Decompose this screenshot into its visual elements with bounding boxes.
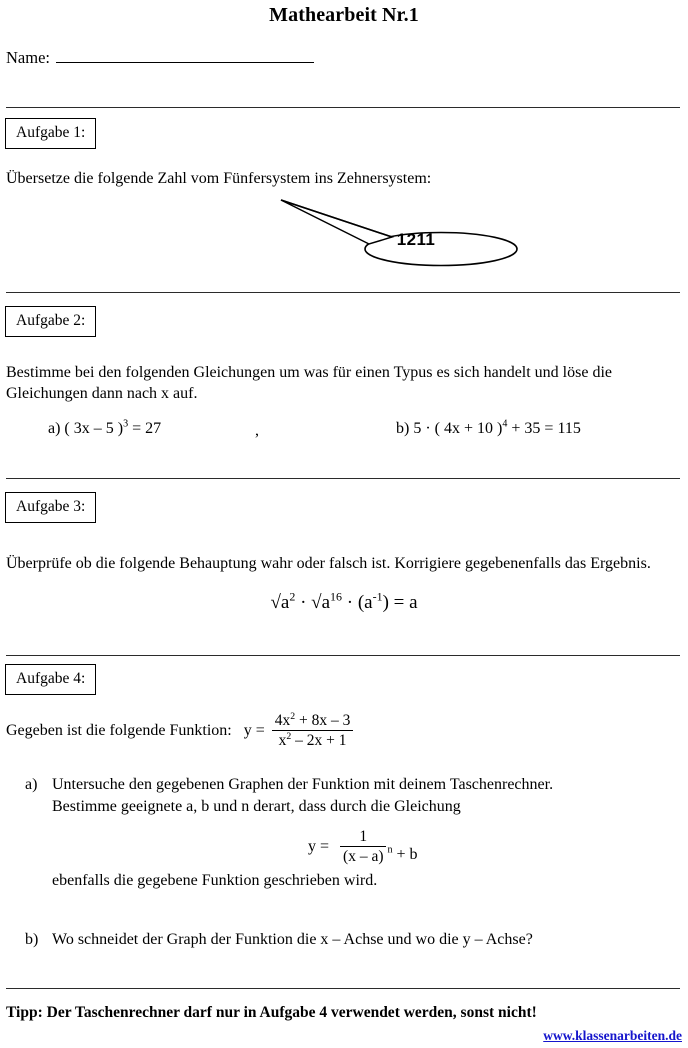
multiplication-dot-2: ·: [341, 592, 358, 613]
task-4-item-a-line-1: Untersuche den gegebenen Graphen der Funktion mit deinem Taschenrechner.: [52, 776, 554, 793]
task-4-item-b-text: Wo schneidet der Graph der Funktion die x – Achse und wo die y – Achse?: [52, 931, 533, 948]
task-2-equation-b: [396, 420, 581, 438]
task-3-formula: [0, 589, 688, 614]
function-fraction: [272, 712, 354, 749]
item-a-numerator: 1: [340, 828, 386, 847]
equation-a-suffix: = 27: [128, 420, 162, 437]
name-input-line[interactable]: [56, 49, 314, 63]
task-3-prompt: Überprüfe ob die folgende Behauptung wahr oder falsch ist. Korrigiere gegebenenfalls das Ergebnis.: [6, 555, 651, 572]
function-numerator: [272, 712, 354, 731]
section-divider-2: [6, 292, 680, 293]
task-box-3: Aufgabe 3:: [5, 492, 96, 523]
radical-a-16: √a: [311, 592, 331, 613]
numerator-pre: 4x: [274, 712, 291, 729]
numerator-post: + 8x – 3: [295, 712, 351, 729]
footer-website-link[interactable]: www.klassenarbeiten.de: [543, 1028, 682, 1043]
speech-bubble: [272, 192, 524, 274]
page-title: Mathearbeit Nr.1: [269, 4, 419, 26]
item-a-fraction: [340, 828, 386, 865]
equation-a-prefix: a) ( 3x – 5 ): [48, 420, 124, 437]
section-divider-4: [6, 655, 680, 656]
task-2-prompt-line-2: Gleichungen dann nach x auf.: [6, 385, 198, 402]
equation-b-prefix: b) 5 · ( 4x + 10 ): [396, 420, 503, 437]
function-denominator: [272, 731, 354, 749]
task-4-item-a-line-2: Bestimme geeignete a, b und n derart, dass durch die Gleichung: [52, 798, 461, 815]
task-box-2: Aufgabe 2:: [5, 306, 96, 337]
denominator-pre: x: [278, 732, 287, 749]
formula-equals-a: = a: [388, 592, 418, 613]
denominator-exponent: 2: [286, 730, 292, 742]
equation-b-exponent: 4: [502, 418, 508, 430]
item-a-formula-tail: + b: [392, 846, 418, 863]
task-box-4: Aufgabe 4:: [5, 664, 96, 695]
task-4-prompt: Gegeben ist die folgende Funktion:: [6, 721, 232, 739]
footer-tip: Tipp: Der Taschenrechner darf nur in Aufgabe 4 verwendet werden, sonst nicht!: [6, 1004, 537, 1021]
denominator-post: – 2x + 1: [291, 732, 347, 749]
section-divider-5: [6, 988, 680, 989]
task-4-function-row: [6, 712, 354, 749]
task-4-item-a-formula: [308, 828, 418, 865]
task-2-equation-a: [48, 420, 161, 438]
radical-a-16-exponent: 16: [330, 589, 342, 604]
task-4-item-b-marker: b): [25, 931, 39, 948]
multiplication-dot-1: ·: [295, 592, 312, 613]
task-4-item-a-line-3: ebenfalls die gegebene Funktion geschrieben wird.: [52, 872, 378, 889]
numerator-exponent: 2: [290, 710, 296, 722]
paren-a-exponent: -1: [372, 589, 383, 604]
radical-a-squared: √a: [270, 592, 290, 613]
section-divider-3: [6, 478, 680, 479]
task-box-1: Aufgabe 1:: [5, 118, 96, 149]
function-lhs: y =: [243, 721, 265, 739]
task-4-item-a-marker: a): [25, 776, 38, 793]
task-1-prompt: Übersetze die folgende Zahl vom Fünfersystem ins Zehnersystem:: [6, 170, 432, 187]
task-2-prompt-line-1: Bestimme bei den folgenden Gleichungen um was für einen Typus es sich handelt und löse die: [6, 364, 612, 381]
section-divider-1: [6, 107, 680, 108]
name-label: Name:: [6, 48, 50, 67]
paren-close: ): [382, 592, 389, 613]
paren-open-a: (a: [357, 592, 373, 613]
equation-a-exponent: 3: [123, 418, 129, 430]
item-a-denominator-exponent: n: [387, 844, 393, 856]
radical-a-squared-exponent: 2: [289, 589, 296, 604]
item-a-denominator: (x – a): [343, 848, 384, 865]
item-a-formula-lhs: y =: [308, 837, 330, 855]
name-field-row: [6, 48, 314, 68]
speech-bubble-value: 1211: [396, 230, 436, 249]
equation-b-suffix: + 35 = 115: [507, 420, 581, 437]
task-2-equation-separator: ,: [255, 422, 259, 439]
